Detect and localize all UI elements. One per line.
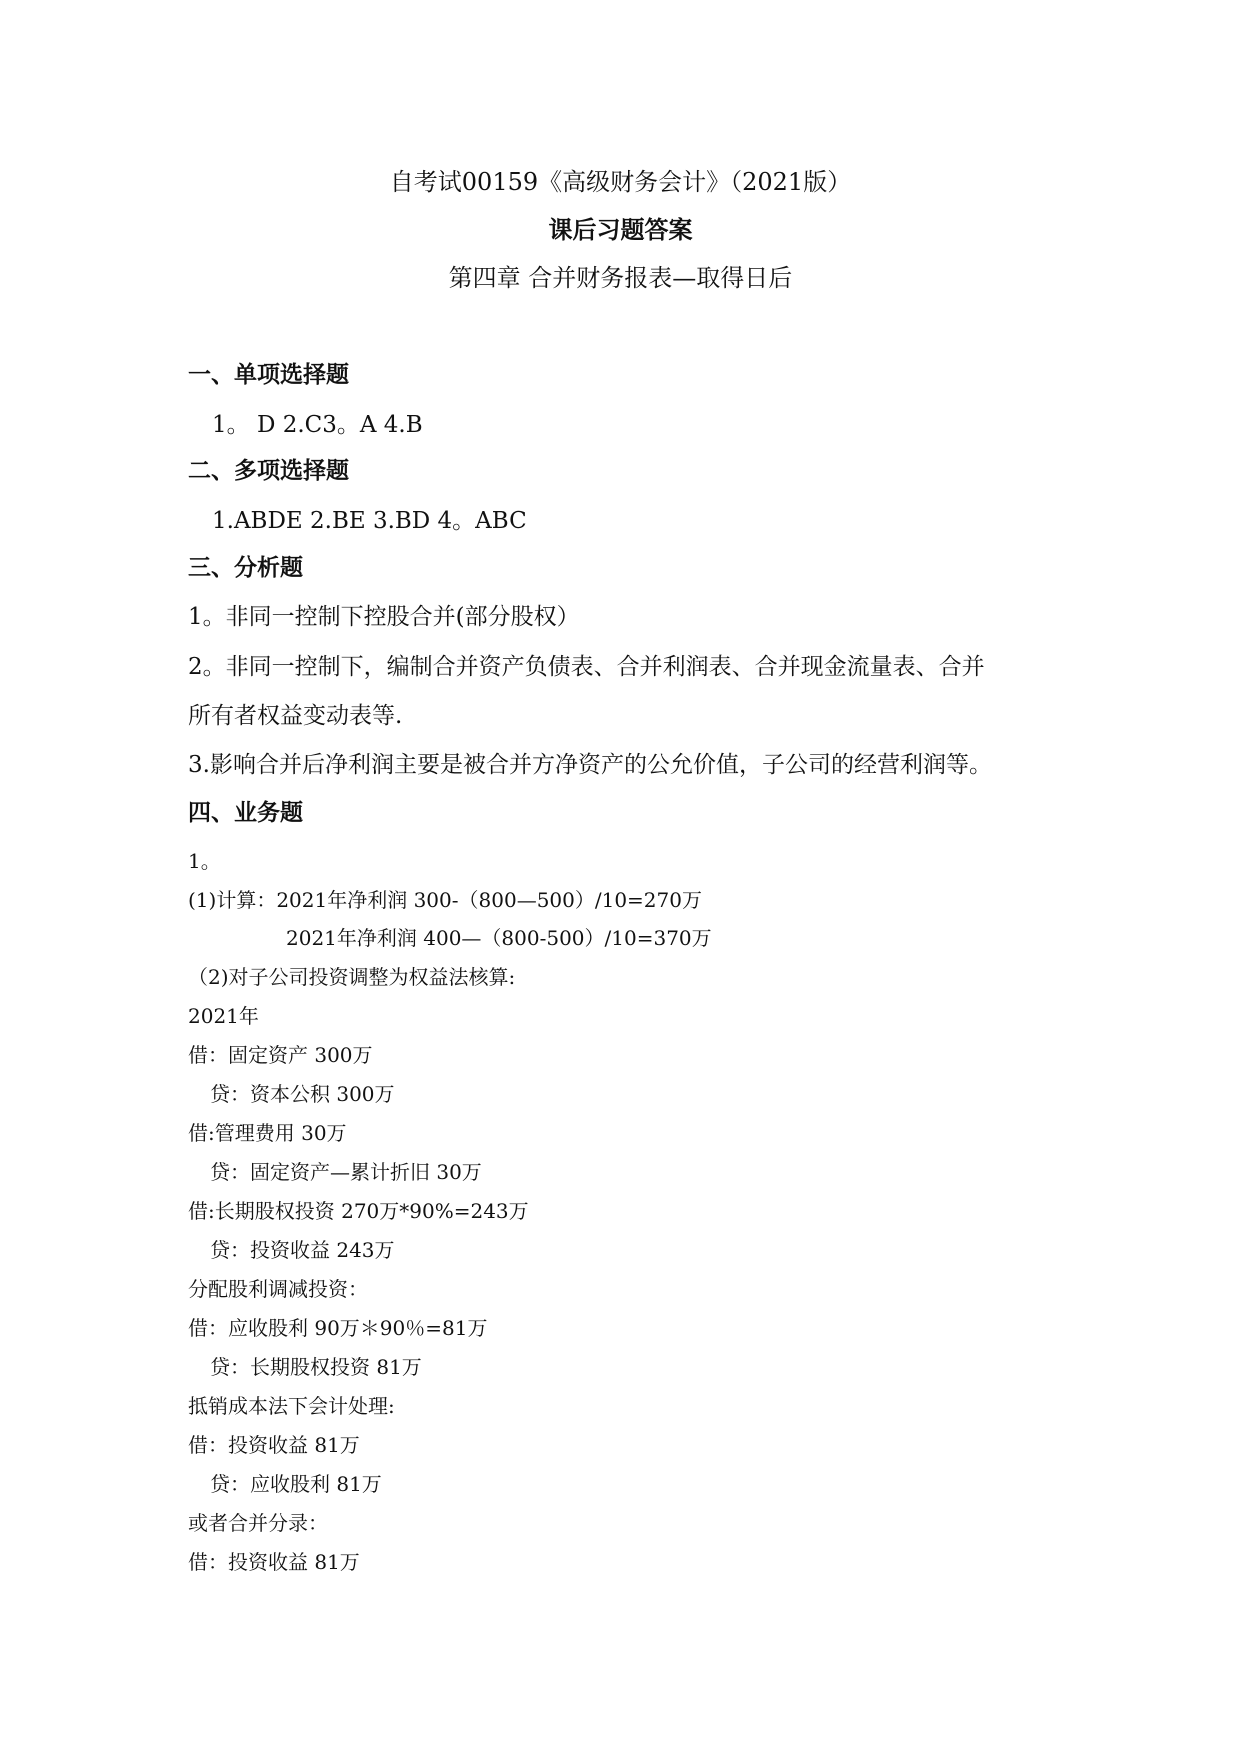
business-line: （2)对子公司投资调整为权益法核算: <box>188 965 516 989</box>
section-heading-multiple-choice: 二、多项选择题 <box>188 458 349 484</box>
analysis-item: 所有者权益变动表等. <box>188 703 403 729</box>
analysis-item: 1。非同一控制下控股合并(部分股权） <box>188 604 580 630</box>
section-heading-analysis: 三、分析题 <box>188 555 303 581</box>
business-line: 2021年 <box>188 1004 259 1028</box>
single-choice-answers: 1。 D 2.C3。A 4.B <box>212 412 423 438</box>
section-heading-business: 四、业务题 <box>188 800 303 826</box>
journal-entry-credit: 贷：固定资产—累计折旧 30万 <box>210 1160 482 1184</box>
business-line: 分配股利调减投资： <box>188 1277 368 1301</box>
journal-entry-debit: 借：固定资产 300万 <box>188 1043 373 1067</box>
journal-entry-credit: 贷：投资收益 243万 <box>210 1238 395 1262</box>
analysis-item: 2。非同一控制下，编制合并资产负债表、合并利润表、合并现金流量表、合并 <box>188 654 985 680</box>
document-subtitle: 课后习题答案 <box>548 216 693 244</box>
business-line: 抵销成本法下会计处理: <box>188 1394 395 1418</box>
business-line: 或者合并分录： <box>188 1511 328 1535</box>
business-line: 1。 <box>188 849 221 873</box>
journal-entry-debit: 借：投资收益 81万 <box>188 1433 360 1457</box>
journal-entry-debit: 借:长期股权投资 270万*90%=243万 <box>188 1199 529 1223</box>
analysis-item: 3.影响合并后净利润主要是被合并方净资产的公允价值，子公司的经营利润等。 <box>188 752 992 778</box>
chapter-title: 第四章 合并财务报表—取得日后 <box>448 264 793 292</box>
business-line: 2021年净利润 400—（800-500）/10=370万 <box>286 926 712 950</box>
journal-entry-debit: 借：投资收益 81万 <box>188 1550 360 1574</box>
journal-entry-debit: 借:管理费用 30万 <box>188 1121 347 1145</box>
journal-entry-credit: 贷：资本公积 300万 <box>210 1082 395 1106</box>
journal-entry-credit: 贷：长期股权投资 81万 <box>210 1355 422 1379</box>
document-title: 自考试00159《高级财务会计》（2021版） <box>389 168 852 196</box>
journal-entry-credit: 贷：应收股利 81万 <box>210 1472 382 1496</box>
journal-entry-debit: 借：应收股利 90万＊90％=81万 <box>188 1316 488 1340</box>
section-heading-single-choice: 一、单项选择题 <box>188 362 349 388</box>
multiple-choice-answers: 1.ABDE 2.BE 3.BD 4。ABC <box>212 508 527 534</box>
business-line: (1)计算：2021年净利润 300-（800—500）/10=270万 <box>188 888 702 912</box>
